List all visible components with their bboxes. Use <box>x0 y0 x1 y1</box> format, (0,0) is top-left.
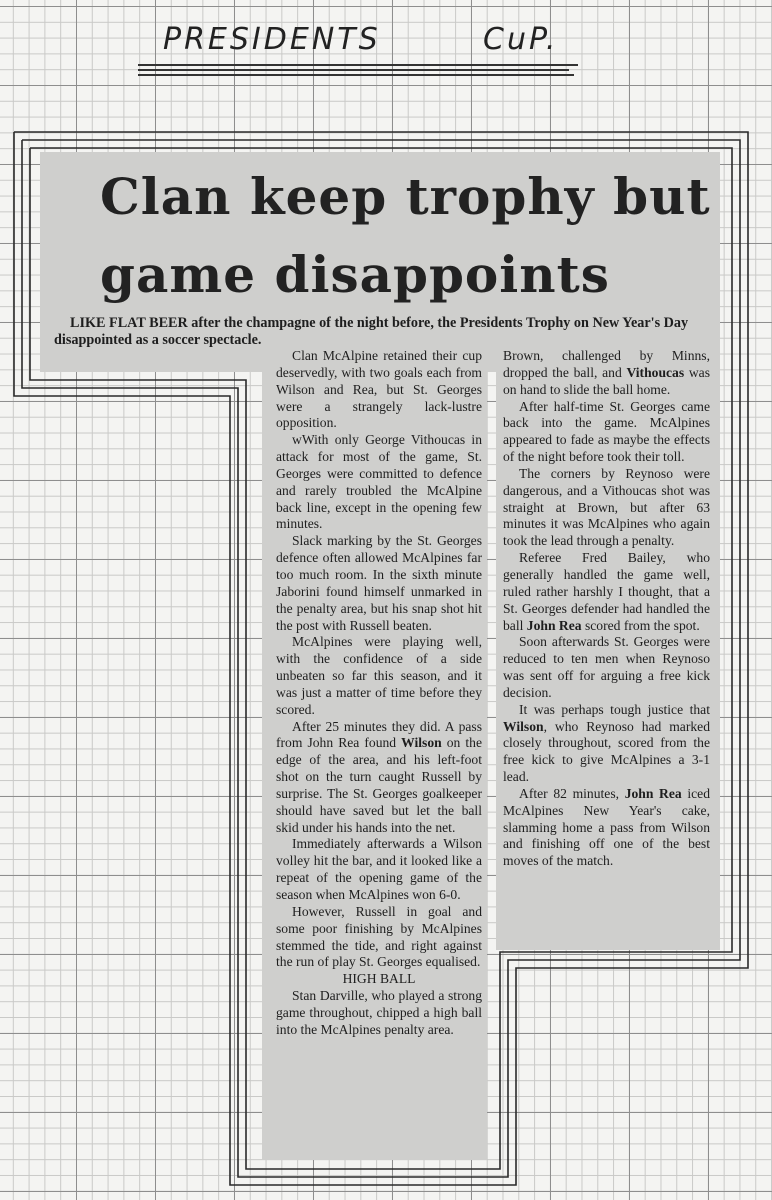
article-column-2 <box>503 348 710 870</box>
text-run: After 25 minutes they did. A pass from John Rea found <box>276 718 482 751</box>
paragraph: wWith only George Vithoucas in attack for most of the game, St. Georges were committed to defence and rarely troubled the McAlpine back line, except in the opening few minutes. <box>276 432 482 532</box>
player-name: John Rea <box>526 617 582 633</box>
text-run: After 82 minutes, <box>519 785 625 801</box>
player-name: Wilson <box>503 718 544 734</box>
paragraph: Clan McAlpine retained their cup deservedly, with two goals each from Wilson and Rea, but St. Georges were a strangely lack-lustre opposition. <box>276 348 482 431</box>
handwritten-title-word-2: CuP. <box>483 22 559 57</box>
headline-line-1: Clan keep trophy but <box>100 167 711 226</box>
headline-line-2: game disappoints <box>100 245 610 304</box>
text-run: It was perhaps tough justice that <box>519 701 710 717</box>
text-run: Referee Fred Bailey, who generally handled the game well, ruled rather harshly I thought, that a St. Georges defender had handled the ball <box>503 550 710 633</box>
text-run: Brown, challenged by Minns, dropped the ball, and <box>503 348 710 380</box>
player-name: Wilson <box>401 735 442 751</box>
article-column-1 <box>276 348 482 1039</box>
paragraph: McAlpines were playing well, with the confidence of a side unbeaten so far this season, and it was just a matter of time before they scored. <box>276 634 482 717</box>
paragraph: After half-time St. Georges came back into the game. McAlpines appeared to fade as maybe the effects of the night before took their toll. <box>503 398 710 465</box>
paragraph: However, Russell in goal and some poor finishing by McAlpines stemmed the tide, and right against the run of play St. Georges equalised. <box>276 903 482 970</box>
headline <box>100 158 711 314</box>
paragraph <box>276 719 482 837</box>
lead-paragraph: LIKE FLAT BEER after the champagne of the night before, the Presidents Trophy on New Year's Day disappointed as a soccer spectacle. <box>54 315 689 348</box>
paragraph: Slack marking by the St. Georges defence often allowed McAlpines far too much room. In the sixth minute Jaborini found himself unmarked in the penalty area, but his snap shot hit the post with Russell beaten. <box>276 533 482 633</box>
paragraph: Soon afterwards St. Georges were reduced to ten men when Reynoso was sent off for arguing a free kick decision. <box>503 634 710 700</box>
player-name: Vithoucas <box>626 364 685 380</box>
text-run: , who Reynoso had marked closely throughout, scored from the free kick to give McAlpines a 3-1 lead. <box>503 718 710 785</box>
subheading: HIGH BALL <box>342 971 416 987</box>
handwritten-title-word-1: PRESIDENTS <box>163 22 381 57</box>
text-run: scored from the spot. <box>581 617 700 633</box>
paragraph: The corners by Reynoso were dangerous, and a Vithoucas shot was straight at Brown, but after 63 minutes it was McAlpines who again took the lead through a penalty. <box>503 465 710 549</box>
paragraph: Stan Darville, who played a strong game throughout, chipped a high ball into the McAlpines penalty area. <box>276 988 482 1037</box>
text-run: on the edge of the area, and his left-foot shot on the turn caught Russell by surprise. The St. Georges goalkeeper should have saved but let the ball skid under his hands into the net. <box>276 735 482 835</box>
paragraph <box>503 786 710 870</box>
player-name: John Rea <box>624 785 682 801</box>
text-run: was on hand to slide the ball home. <box>503 364 710 397</box>
paragraph <box>503 550 710 634</box>
paragraph <box>503 348 710 399</box>
paragraph <box>503 702 710 786</box>
text-run: iced McAlpines New Year's cake, slamming home a pass from Wilson and finishing off one of the best moves of the match. <box>503 785 710 869</box>
paragraph: Immediately afterwards a Wilson volley hit the bar, and it looked like a repeat of the opening game of the season when McAlpines won 6-0. <box>276 836 482 902</box>
